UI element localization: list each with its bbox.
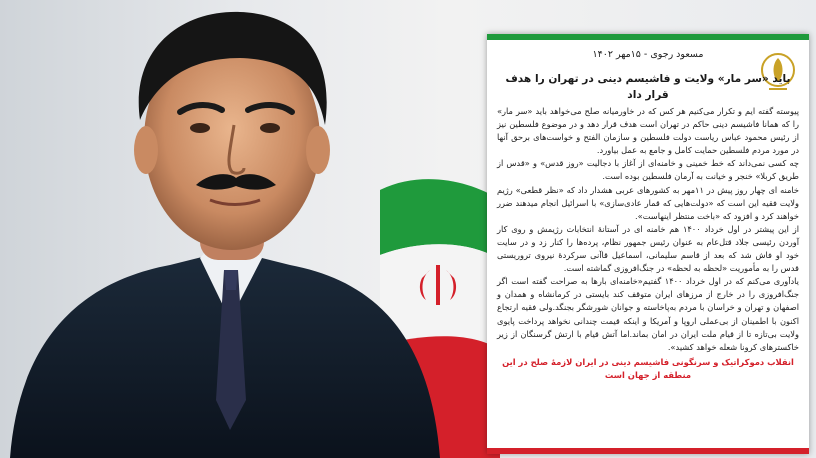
statement-body xyxy=(497,105,799,354)
red-stripe xyxy=(487,448,809,454)
paragraph: خامنه ای چهار روز پیش در ۱۱مهر به کشورهای عربی هشدار داد که «نظر قطعی» رژیم ولایت فقیه این است که «دولت‌هایی که قمار عادی‌سازی» با اسرائیل انجام میدهند ضرر خواهند کرد و افزود که «باخت منتظر اینهاست». xyxy=(497,184,800,221)
green-stripe xyxy=(487,34,809,40)
paragraph: پیوسته گفته ایم و تکرار می‌کنیم هر کس که در خاورمیانه صلح می‌خواهد باید «سر مار» را که همانا فاشیسم دینی حاکم در تهران است هدف قرار دهد و در موضوع فلسطین نیز از رئیس محمود عباس ریاست دولت فلسطین و سازمان الفتح و خواست‌های برحق آنها در مورد مردم فلسطین حمایت کامل و جامع به عمل بیاورد. xyxy=(497,106,799,156)
statement-document xyxy=(487,34,809,454)
footer-slogan: انقلاب دموکراتیک و سرنگونی فاشیسم دینی در ایران لازمهٔ صلح در این منطقه از جهان است xyxy=(502,356,794,380)
paragraph: چه کسی نمی‌داند که خط خمینی و خامنه‌ای از آغاز با دجالیت «روز قدس» و «قدس از طریق کربلا» خنجر و خیانت به آرمان فلسطین بوده است. xyxy=(497,158,799,182)
paragraph: از این پیشتر در اول خرداد ۱۴۰۰ هم خامنه ای در آستانهٔ انتخابات رژیمش و روی کار آوردن رئیسی جلاد قتل‌عام به عنوان رئیس جمهور نظام، پرده‌ها را کنار زد و در سایت خود او فاش شد که بعد از قاسم سلیمانی، اسماعیل قاآنی سرکردهٔ نیروی تروریستی قدس را به مأموریت «لحظه به لحظه» در جنگ‌افروزی گماشته است. xyxy=(497,223,799,274)
byline: مسعود رجوی - ۱۵مهر ۱۴۰۲ xyxy=(592,49,704,60)
headline: باید «سر مار» ولایت و فاشیسم دینی در تهران را هدف قرار داد xyxy=(505,73,791,101)
paragraph: یادآوری می‌کنم که در اول خرداد ۱۴۰۰ گفتیم«خامنه‌ای بارها به صراحت گفته است اگر جنگ‌افروزی را در خارج از مرزهای ایران متوقف کند بایستی در کرمانشاه و همدان و اصفهان و تهران و خراسان با مردم به‌پاخاسته و جوانان شورشگر بجنگد.ولی فقیه ارتجاع اکنون با اطمینان از بی‌عملی اروپا و آمریکا و اینکه قیمت چندانی نخواهد پرداخت پایوی ولایت بی‌تازه تا از قیام ملت ایران در امان بماند.اما آتش قیام با ارتش گرسنگان از زیر خاکسترهای کرونا شعله خواهد کشید». xyxy=(497,276,799,352)
